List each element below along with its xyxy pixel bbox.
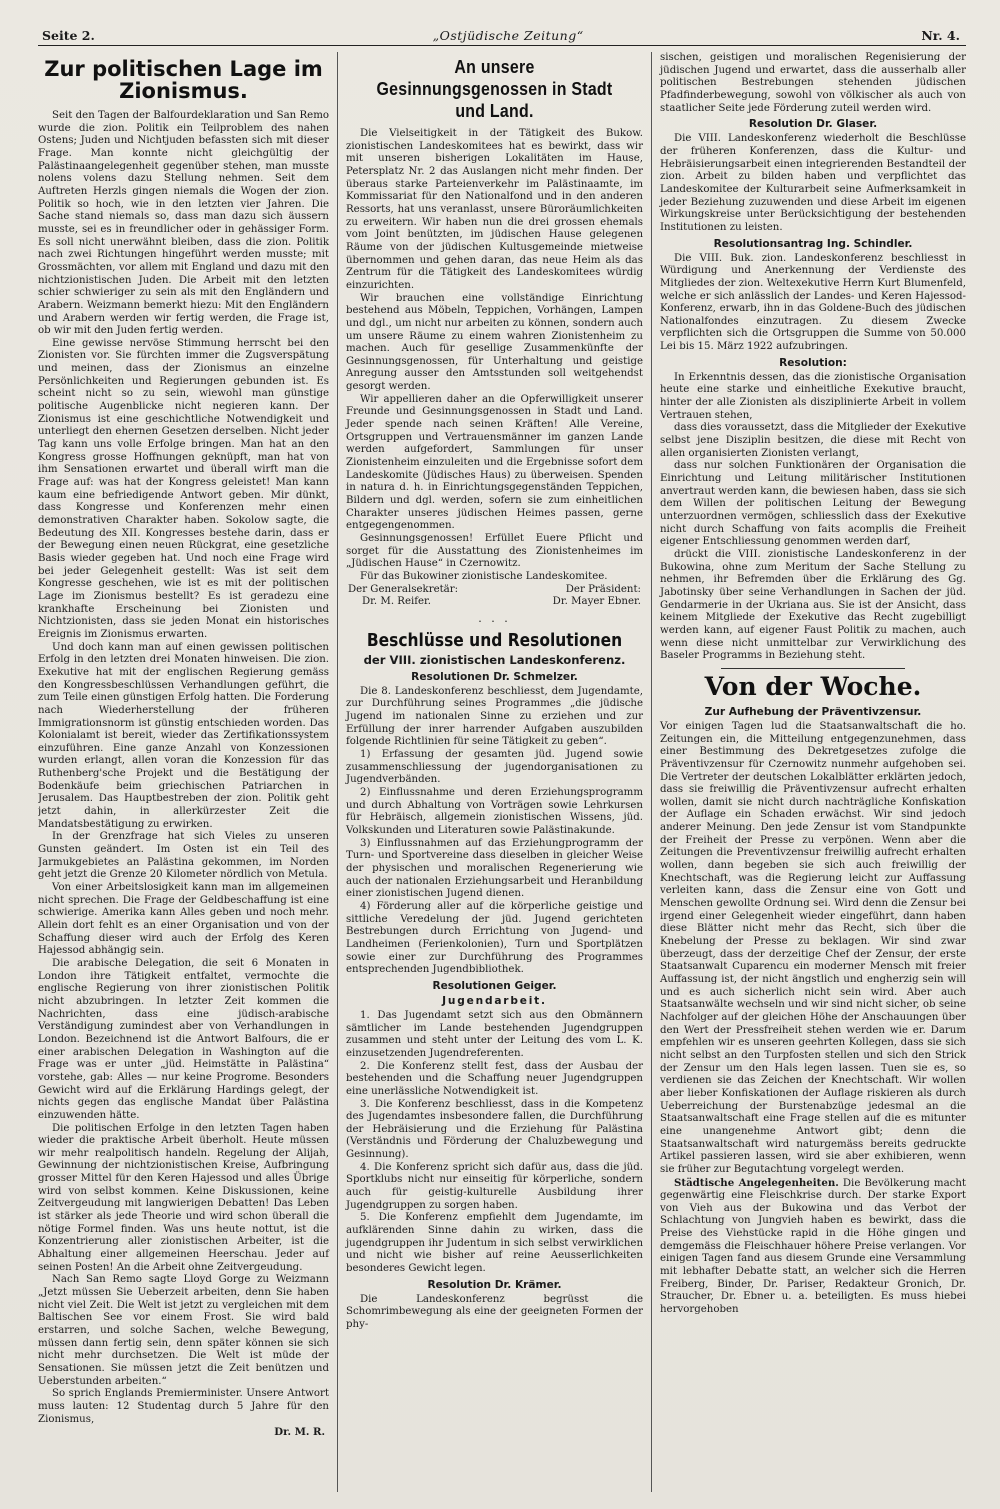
section-head-schmelzer: Resolutionen Dr. Schmelzer. bbox=[411, 670, 578, 683]
section-head-resolution: Resolution: bbox=[779, 356, 847, 369]
paragraph: dass nur solchen Funktionären der Organisation die Einrichtung und Leitung militärischer Institutionen anvertraut werden kann, die bewiesen haben, dass sie sich dem Willen der politischen Leitung der Bewegung unterzuordnen vermögen, schliesslich dass der Exekutive nicht durch Schaffung von faits acomplis die Freiheit eigener Entschliessung genommen werden darf, bbox=[660, 460, 966, 548]
paragraph: Die Landeskonferenz begrüsst die Schomrimbewegung als eine der geeigneten Formen der phy- bbox=[346, 1293, 643, 1330]
paragraph: Wir brauchen eine vollständige Einrichtung bestehend aus Möbeln, Teppichen, Vorhängen, Lampen und dgl., um nicht nur arbeiten zu können, sondern auch um unsere Räume zu einem wahren Zionistenheim zu machen. Auch für gesellige Zusammenkünfte der Gesinnungsgenossen, für Unterhaltung und geistige Anregung ausser den Amtsstunden soll weitgehendst gesorgt werden. bbox=[346, 292, 643, 393]
inline-head-staedtische: Städtische Angelegenheiten. bbox=[674, 1176, 839, 1189]
paragraph: So sprich Englands Premierminister. Unsere Antwort muss lauten: 12 Studentag durch 5 Jahre für den Zionismus, bbox=[38, 1388, 329, 1425]
paragraph: Die VIII. Buk. zion. Landeskonferenz beschliesst in Würdigung und Anerkennung der Verdienste des Mitgliedes der zion. Weltexekutive Herrn Kurt Blumenfeld, welche er sich anlässlich der Landes- und Keren Hajessod-Konferenz, erwarb, ihn in das Goldene-Buch des jüdischen Nationalfondes einzutragen. Zu diesem Zwecke verpflichten sich die Ortsgruppen die Summe von 50.000 Lei bis 15. März 1922 aufzubringen. bbox=[660, 252, 966, 353]
paragraph: 2. Die Konferenz stellt fest, dass der Ausbau der bestehenden und die Schaffung neuer Jugendgruppen eine unerlässliche Notwendigkeit ist. bbox=[346, 1060, 643, 1097]
section-head-schindler: Resolutionsantrag Ing. Schindler. bbox=[713, 237, 913, 250]
section-subhead-jugendarbeit: Jugendarbeit. bbox=[442, 994, 547, 1007]
paragraph: In Erkenntnis dessen, das die zionistische Organisation heute eine starke und einheitliche Exekutive braucht, hinter der alle Zionisten als disziplinierte Arbeit in vollem Vertrauen stehen, bbox=[660, 371, 966, 421]
newspaper-name: „Ostjüdische Zeitung“ bbox=[432, 28, 584, 43]
paragraph: 2) Einflussnahme und deren Erziehungsprogramm und durch Abhaltung von Vorträgen sowie Lehrkursen für Hebräisch, allgemein zionistischen Wissens, jüd. Volkskunden und Literaturen sowie Palästinakunde. bbox=[346, 787, 643, 837]
signature-names bbox=[346, 596, 643, 609]
paragraph: Die arabische Delegation, die seit 6 Monaten in London ihre Tätigkeit entfaltet, vermochte die englische Regierung von ihrer zionistischen Politik nicht abzubringen. In letzter Zeit kommen die Nachrichten, dass eine jüdisch-arabische Verständigung zumindest aber von Verhandlungen in London. Bezeichnend ist die Antwort Balfours, die er einer arabischen Delegation in Washington auf die Frage was er unter „jüd. Heimstätte in Palästina“ vorstehe, gab: Alles — nur keine Progrome. Besonders Gewicht wird auf die Erklärung Hardings gelegt, der nichts gegen das englische Mandat über Palästina einzuwenden hätte. bbox=[38, 957, 329, 1121]
signature-name-right: Dr. Mayer Ebner. bbox=[552, 596, 641, 608]
paragraph: Nach San Remo sagte Lloyd Gorge zu Weizmann „Jetzt müssen Sie Ueberzeit arbeiten, denn Sie haben nicht viel Zeit. Die Welt ist jetzt zu vergleichen mit dem Baltischen See vor einem Frost. Sie wird bald erstarren, und solche Sachen, welche Bewegung, müssen dann fertig sein, denn später können sie sich nicht mehr durchsetzen. Die Welt ist müde der Sensationen. Sie müssen jetzt die Zeit benützen und Ueberstunden arbeiten.“ bbox=[38, 1274, 329, 1387]
paragraph: Wir appellieren daher an die Opferwilligkeit unserer Freunde und Gesinnungsgenossen in Stadt und Land. Jeder spende nach seinen Kräften! Alle Vereine, Ortsgruppen und Vertrauensmänner im ganzen Lande werden aufgefordert, Sammlungen für unser Zionistenheim einzuleiten und die Ergebnisse sofort dem Landeskomite (Jüdisches Haus) zu überweisen. Spenden in natura d. h. in Einrichtungsgegenständen Teppichen, Bildern und dgl. werden, sofern sie zum einheitlichen Charakter unseres jüdischen Heimes passen, gerne entgegengenommen. bbox=[346, 393, 643, 532]
issue-number: Nr. 4. bbox=[921, 28, 960, 43]
paragraph: Die Vielseitigkeit in der Tätigkeit des Bukow. zionistischen Landeskomitees hat es bewirkt, dass wir mit unseren bisherigen Lokalitäten im Hause, Petersplatz Nr. 2 das Auslangen nicht mehr finden. Der überaus starke Parteienverkehr im Palästinaamte, im Kommissariat für den Nationalfond und in den anderen Ressorts, hat uns veranlasst, unsere Büroräumlichkeiten zu erweitern. Wir haben nun die drei grossen ehemals vom Joint benützten, im jüdischen Hause gelegenen Räume von der jüdischen Kultusgemeinde mietweise übernommen und gehen daran, das neue Heim als das Zentrum für die Tätigkeit des Landeskomitees würdig einzurichten. bbox=[346, 128, 643, 291]
page-number: Seite 2. bbox=[42, 28, 95, 43]
paragraph: Seit den Tagen der Balfourdeklaration und San Remo wurde die zion. Politik ein Teilproblem des nahen Ostens; Juden und Nichtjuden befassten sich mit dieser Frage. Man konnte nicht gleichgültig der Palästinaangelegenheit gegenüber stehen, man musste nolens volens dazu Stellung nehmen. Seit dem Auftreten Herzls gingen niemals die Wogen der zion. Politik so hoch, wie in den letzten vier Jahren. Die Sache stand niemals so, dass man dazu sich äussern musste, sei es in freundlicher oder in gehässiger Form. Es soll nicht unerwähnt bleiben, dass die zion. Politik nach zwei Richtungen hingeführt werden musste; mit Grossmächten, vor allem mit England und dazu mit den nichtzionistischen Juden. Die Arbeit mit den letzten schier schwieriger zu sein als mit den Engländern und Arabern. Weizmann bemerkt hiezu: Mit den Engländern und Arabern werden wir fertig werden, die Frage ist, ob wir mit den Juden fertig werden. bbox=[38, 110, 329, 337]
paragraph: 4. Die Konferenz spricht sich dafür aus, dass die jüd. Sportklubs nicht nur einseitig für körperliche, sondern auch für geistig-kulturelle Ausbildung ihrer Jugendgruppen zu sorgen haben. bbox=[346, 1161, 643, 1211]
section-separator: . . . bbox=[478, 611, 511, 625]
article-title-beschluesse: Beschlüsse und Resolutionen bbox=[366, 629, 623, 651]
section-head-kraemer: Resolution Dr. Krämer. bbox=[427, 1278, 562, 1291]
running-header bbox=[38, 28, 966, 46]
paragraph: 1) Erfassung der gesamten jüd. Jugend sowie zusammenschliessung der jugendorganisationen zu Jugendverbänden. bbox=[346, 749, 643, 786]
paragraph: Eine gewisse nervöse Stimmung herrscht bei den Zionisten vor. Sie fürchten immer die Zugsverspätung und meinen, dass der Zionismus an einzelne Persönlichkeiten und Regierungen gebunden ist. Es scheint nicht so zu sein, wiewohl man günstige politische Augenblicke nicht negieren kann. Der Zionismus ist eine geschichtliche Notwendigkeit und unterliegt den ehernen Gesetzen derselben. Nicht jeder Tag kann uns volle Erfolge bringen. Man hat an den Kongress grosse Hoffnungen geknüpft, man hat von ihm Sensationen erwartet und überall wirft man die Frage auf: was hat der Kongress geleistet! Man kann kaum eine befriedigende Antwort geben. Mir dünkt, dass Kongresse und Konferenzen mehr einen demonstrativen Charakter haben. Sokolow sagte, die Bedeutung des XII. Kongresses bestehe darin, dass er der Bewegung einen neuen Rückgrat, eine gesetzliche Basis wieder gegeben hat. Und noch eine Frage wird bei jeder Gelegenheit gestellt: Was ist seit dem Kongresse geschehen, wie ist es mit der politischen Lage im Zionismus bestellt? Es ist geradezu eine krankhafte Erscheinung bei Zionisten und Nichtzionisten, dass sie jeden Monat ein historisches Ereignis im Zionismus erwarten. bbox=[38, 337, 329, 640]
paragraph: 3. Die Konferenz beschliesst, dass in die Kompetenz des Jugendamtes insbesondere fallen, die Durchführung der Hebräisierung und die Erziehung für Palästina (Verständnis und Förderung der Chaluzbewegung und Gesinnung). bbox=[346, 1098, 643, 1161]
article-title-von-der-woche: Von der Woche. bbox=[704, 671, 922, 701]
paragraph: Die politischen Erfolge in den letzten Tagen haben wieder die praktische Arbeit überholt. Heute müssen wir mehr realpolitisch handeln. Regelung der Alijah, Gewinnung der nichtzionistischen Kreise, Aufbringung grosser Mittel für den Keren Hajessod und alles Übrige wird von selbst kommen. Keine Diskussionen, keine Zeitvergeudung mit langwierigen Debatten! Das Leben ist stärker als jede Theorie und wird schon überall die nötige Formel finden. Was uns heute nottut, ist die Konzentrierung aller zionistischen Arbeiter, ist die Abhaltung einer allgemeinen Heerschau. Jeder auf seinen Posten! An die Arbeit ohne Zeitvergeudung. bbox=[38, 1122, 329, 1273]
paragraph: sischen, geistigen und moralischen Regenisierung der jüdischen Jugend und erwartet, dass die ausserhalb aller politischen Bestrebungen stehenden jüdischen Pfadfinderbewegung, sowohl von völkischer als auch von staatlicher Seite jede Förderung zuteil werden wird. bbox=[660, 52, 966, 114]
paragraph: dass dies voraussetzt, dass die Mitglieder der Exekutive selbst jene Disziplin besitzen, die diese mit Recht von allen organisierten Zionisten verlangt, bbox=[660, 422, 966, 459]
signature-role-right: Der Präsident: bbox=[565, 583, 641, 595]
paragraph: 1. Das Jugendamt setzt sich aus den Obmännern sämtlicher im Lande bestehenden Jugendgruppen zusammen und steht unter der Leitung des vom L. K. einzusetzenden Jugendreferenten. bbox=[346, 1009, 643, 1059]
section-rule bbox=[721, 668, 905, 669]
article-author: Dr. M. R. bbox=[274, 1426, 325, 1439]
section-head-zensur: Zur Aufhebung der Präventivzensur. bbox=[704, 705, 922, 718]
paragraph: Gesinnungsgenossen! Erfüllet Euere Pflicht und sorget für die Ausstattung des Zionistenheimes im „Jüdischen Hause“ in Czernowitz. bbox=[346, 533, 643, 570]
signature-name-left: Dr. M. Reifer. bbox=[362, 596, 432, 608]
paragraph: Für das Bukowiner zionistische Landeskomitee. bbox=[360, 570, 608, 582]
paragraph: 5. Die Konferenz empfiehlt dem Jugendamte, im aufklärenden Sinne dahin zu wirken, dass die jugendgruppen ihr Judentum in sich selbst verwirklichen und nicht wie bisher auf reine Aeusserlichkeiten besonderes Gewicht legen. bbox=[346, 1212, 643, 1275]
paragraph bbox=[660, 1177, 966, 1317]
article-title-gesinnungsgenossen: An unsere Gesinnungsgenossen in Stadt und Land. bbox=[376, 56, 613, 121]
paragraph-text: Die Bevölkerung macht gegenwärtig eine Fleischkrise durch. Der starke Export von Vieh aus der Bukowina und das Verbot der Schlachtung von Jungvieh haben es bewirkt, dass die Preise des Viehstücke rapid in die Höhe gingen und demgemäss die Fleischhauer höhere Preise verlangen. Vor einigen Tagen fand aus diesem Grunde eine Versammlung mit lebhafter Debatte statt, an welcher sich die Herren Freiberg, Binder, Dr. Pariser, Redakteur Gronich, Dr. Straucher, Dr. Ebner u. a. beteiligten. Es muss hiebei hervorgehoben bbox=[660, 1177, 966, 1316]
section-head-glaser: Resolution Dr. Glaser. bbox=[748, 118, 878, 131]
paragraph: Und doch kann man auf einen gewissen politischen Erfolg in den letzten drei Monaten hinweisen. Die zion. Exekutive hat mit der englischen Regierung gemäss den Kongressbeschlüssen Verhandlungen geführt, die zum Teile einen günstigen Erfolg hatten. Die Forderung nach Wiederherstellung der früheren Immigrationsnorm ist günstig entschieden worden. Das Kolonialamt ist bereit, wieder das Zertifikationssystem einzuführen. Eine ganze Anzahl von Konzessionen wurden erlangt, allen voran die Konzession für das Ruthenberg'sche Projekt und die Bestätigung der Bodenkäufe beim griechischen Patriarchen in Jerusalem. Das Hauptbestreben der zion. Politik geht jetzt dahin, in allerkürzester Zeit die Mandatsbestätigung zu erwirken. bbox=[38, 641, 329, 830]
paragraph: 4) Förderung aller auf die körperliche geistige und sittliche Veredelung der jüd. Jugend gerichteten Bestrebungen durch Errichtung von Jugend- und Landheimen (Ferienkolonien), Turn und Sportplätzen sowie einer zur Durchführung des Programmes entsprechenden Jugendbibliothek. bbox=[346, 900, 643, 976]
paragraph: Die 8. Landeskonferenz beschliesst, dem Jugendamte, zur Durchführung seines Programmes „die jüdische Jugend im nationalen Sinne zu erziehen und zur Erfüllung der inrer harrender Aufgaben auszubilden folgende Richtlinien für seine Tätigkeit zu geben“. bbox=[346, 685, 643, 748]
paragraph: drückt die VIII. zionistische Landeskonferenz in der Bukowina, ohne zum Meritum der Sache Stellung zu nehmen, ihr Befremden über die Erklärung des Gg. Jabotinsky über seine Verhandlungen in Sachen der jüd. Gendarmerie in der Ukriana aus. Sie ist der Ansicht, dass keinem Mitgliede der Exekutive das Recht zugebilligt werden kann, auf eigener Faust Politik zu machen, auch wenn diese nicht unmittelbar zur Verwirklichung des Baseler Programms in Beziehung steht. bbox=[660, 548, 966, 662]
paragraph: 3) Einflussnahmen auf das Erziehungprogramm der Turn- und Sportvereine dass dieselben in gleicher Weise der physischen und moralischen Regenerierung wie auch der nationalen Erziehungsarbeit und Heranbildung einer zionistischen Jugend dienen. bbox=[346, 837, 643, 900]
columns bbox=[38, 52, 966, 1492]
paragraph: Vor einigen Tagen lud die Staatsanwaltschaft die ho. Zeitungen ein, die Mitteilung entgegenzunehmen, dass einer Bestimmung des Dekretgesetzes zufolge die Präventivzensur für Czernowitz nunmehr aufgehoben sei. Die Vertreter der deutschen Lokalblätter erklärten jedoch, dass sie freiwillig die Präventivzensur aufrecht erhalten wollen, damit sie nicht durch nachträgliche Konfiskation der Auflage ein Schaden erwächst. Wir sind jedoch anderer Meinung. Den jede Zensur ist vom Standpunkte der Freiheit der Presse zu verpönen. Wenn aber die Zeitungen die Preventivzensur freiwillig aufrecht erhalten wollen, dann begeben sie sich auch freiwillig der Knechtschaft, was die Regierung leicht zur Auffassung verleiten kann, dass die Zensur eine von Gott und Menschen gewollte Ordnung sei. Wird denn die Zensur bei irgend einer Gelegenheit wieder eingeführt, dann haben diese Blätter nicht mehr das Recht, sich über die Knebelung der Presse zu beklagen. Wir sind zwar überzeugt, dass der derzeitige Chef der Zensur, der erste Staatsanwalt Cuparencu ein moderner Mensch mit freier Auffassung ist, der nicht ängstlich und engherzig sein will und es auch sicherlich nicht sein wird. Aber auch Staatsanwälte wechseln und wir sind nicht sicher, ob seine Nachfolger auf der gleichen Höhe der Anschauungen über den Wert der Pressfreiheit stehen werden wie er. Darum empfehlen wir es unseren geehrten Kollegen, dass sie sich nicht selbst an den Turpfosten stellen und sich den Strick der Zensur um den Hals legen lassen. Tuen sie es, so verdienen sie das Zeichen der Knechtschaft. Wir wollen aber lieber Konfiskationen der Auflage riskieren als durch Ueberreichung der Burstenabzüge jedesmal an die Staatsanwaltschaft eine Frage stellen auf die es mitunter eine unangenehme Antwort gibt; denn die Staatsanwaltschaft wird naturgemäss bereits gedruckte Artikel passieren lassen, wird sie aber exhibieren, wenn sie früher zur Begutachtung vorgelegt werden. bbox=[660, 720, 966, 1175]
paragraph: Die VIII. Landeskonferenz wiederholt die Beschlüsse der früheren Konferenzen, dass die Kultur- und Hebräisierungsarbeit einen integrierenden Bestandteil der zion. Arbeit zu bilden haben und verpflichtet das Landeskomitee der Kulturarbeit seine Aufmerksamkeit in jeder Beziehung zuzuwenden und diese Arbeit im eigenen Wirkungskreise unter Berücksichtigung der bestehenden Institutionen zu leisten. bbox=[660, 133, 966, 233]
column-1 bbox=[38, 52, 338, 1492]
signature-role-left: Der Generalsekretär: bbox=[348, 583, 459, 595]
column-3 bbox=[652, 52, 966, 1492]
paragraph: Von einer Arbeitslosigkeit kann man im allgemeinen nicht sprechen. Die Frage der Geldbeschaffung ist eine schwierige. Amerika kann Alles geben und noch mehr. Allein dort fehlt es an einer Organisation und von der Schaffung dieser wird auch der Erfolg des Keren Hajessod abhängig sein. bbox=[38, 882, 329, 957]
column-2 bbox=[338, 52, 652, 1492]
section-head-geiger: Resolutionen Geiger. bbox=[432, 979, 557, 992]
article-subtitle-landeskonferenz: der VIII. zionistischen Landeskonferenz. bbox=[363, 652, 626, 667]
signature-roles bbox=[346, 584, 643, 597]
article-title-politische-lage: Zur politischen Lage im Zionismus. bbox=[44, 57, 323, 103]
paragraph: In der Grenzfrage hat sich Vieles zu unseren Gunsten geändert. Im Osten ist ein Teil des Jarmukgebietes an Palästina gekommen, im Norden geht jetzt die Grenze 20 Kilometer nördlich von Metula. bbox=[38, 831, 329, 881]
